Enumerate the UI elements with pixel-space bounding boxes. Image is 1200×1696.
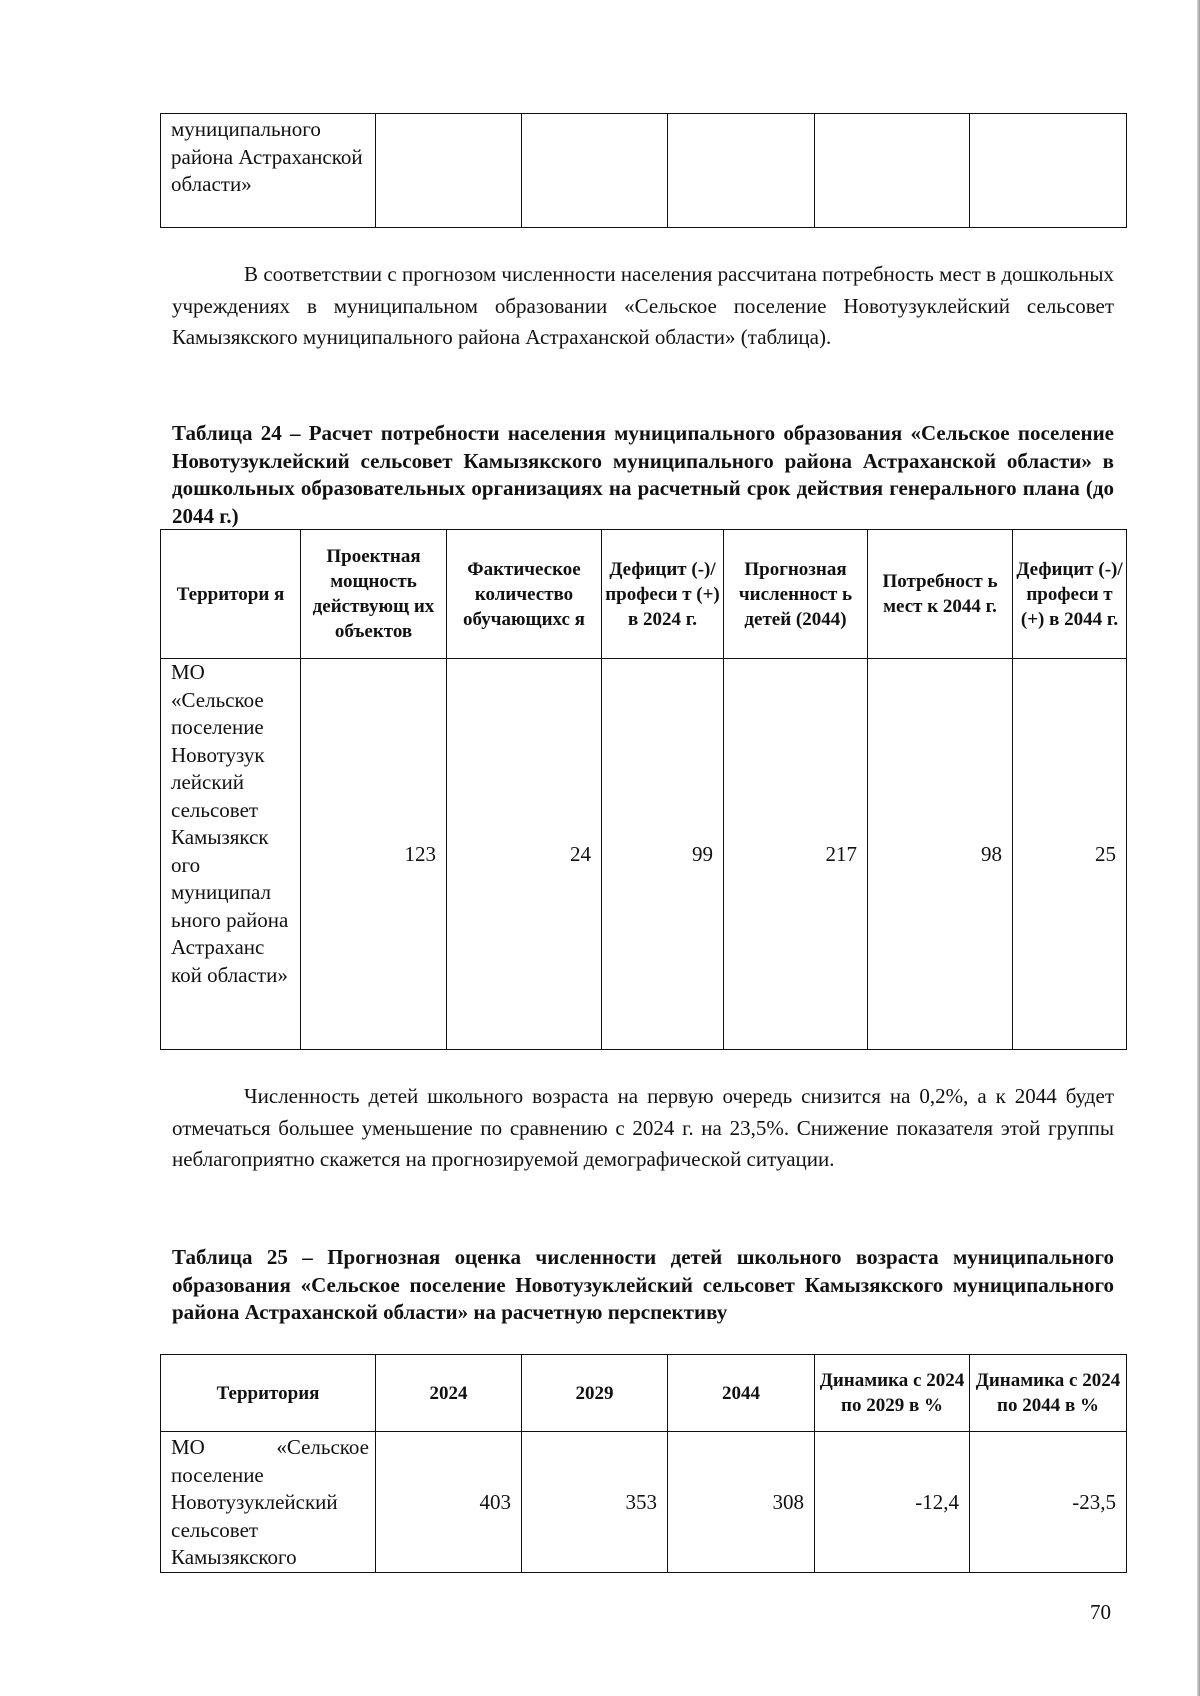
column-header: 2029 [522,1355,668,1432]
table-cell [970,114,1127,228]
value-cell: 308 [668,1432,815,1573]
table-cell [668,114,815,228]
table-25-caption: Таблица 25 – Прогнозная оценка численности детей школьного возраста муниципального образования «Сельское поселение Новотузуклейский сельсовет Камызякского муниципального района Астраханской области» на расчетную перспективу [172,1245,1114,1324]
territory-cell: МО «Сельское поселение Новотузуклейский сельсовет Камызякского [161,1432,376,1573]
table-cell-territory [161,114,376,228]
column-header: 2044 [668,1355,815,1432]
table-24 [160,529,1127,1050]
column-header: 2024 [376,1355,522,1432]
column-header: Прогнозная численност ь детей (2044) [724,530,868,659]
column-header: Динамика с 2024 по 2044 в % [970,1355,1127,1432]
territory-text: муниципального района Астраханской области» [171,117,363,196]
table-header-row [161,1355,1127,1432]
column-header: Территория [161,1355,376,1432]
column-header: Территори я [161,530,301,659]
table-23-fragment [160,113,1127,228]
table-cell [376,114,522,228]
territory-cell: МО «Сельское поселение Новотузук лейский сельсовет Камызякск ого муниципал ьного района Астраханс кой области» [161,659,301,1050]
table-row [161,1432,1127,1573]
value-cell: 98 [868,659,1013,1050]
value-cell: 123 [301,659,447,1050]
table-24-caption: Таблица 24 – Расчет потребности населения муниципального образования «Сельское поселение Новотузуклейский сельсовет Камызякского муниципального района Астраханской области» в дошкольных образовательных организациях на расчетный срок действия генерального плана (до 2044 г.) [172,421,1114,528]
value-cell: 99 [602,659,724,1050]
column-header: Фактическое количество обучающихс я [447,530,602,659]
table-header-row [161,530,1127,659]
column-header: Проектная мощность действующ их объектов [301,530,447,659]
table-cell [815,114,970,228]
value-cell: 353 [522,1432,668,1573]
value-cell: 217 [724,659,868,1050]
paragraph-school-age: Численность детей школьного возраста на первую очередь снизится на 0,2%, а к 2044 будет отмечаться большее уменьшение по сравнению с 2024 г. на 23,5%. Снижение показателя этой группы неблагоприятно скажется на прогнозируемой демографической ситуации. [172,1084,1114,1171]
column-header: Динамика с 2024 по 2029 в % [815,1355,970,1432]
value-cell: 403 [376,1432,522,1573]
table-row [161,659,1127,1050]
table-cell [522,114,668,228]
value-cell: -12,4 [815,1432,970,1573]
page-number: 70 [1090,1600,1111,1624]
column-header: Потребност ь мест к 2044 г. [868,530,1013,659]
value-cell: 25 [1013,659,1127,1050]
table-25 [160,1354,1127,1573]
table-row [161,114,1127,228]
paragraph-intro: В соответствии с прогнозом численности населения рассчитана потребность мест в дошкольных учреждениях в муниципальном образовании «Сельское поселение Новотузуклейский сельсовет Камызякского муниципального района Астраханской области» (таблица). [172,262,1114,349]
value-cell: -23,5 [970,1432,1127,1573]
value-cell: 24 [447,659,602,1050]
column-header: Дефицит (-)/ професи т (+) в 2024 г. [602,530,724,659]
column-header: Дефицит (-)/ професи т (+) в 2044 г. [1013,530,1127,659]
